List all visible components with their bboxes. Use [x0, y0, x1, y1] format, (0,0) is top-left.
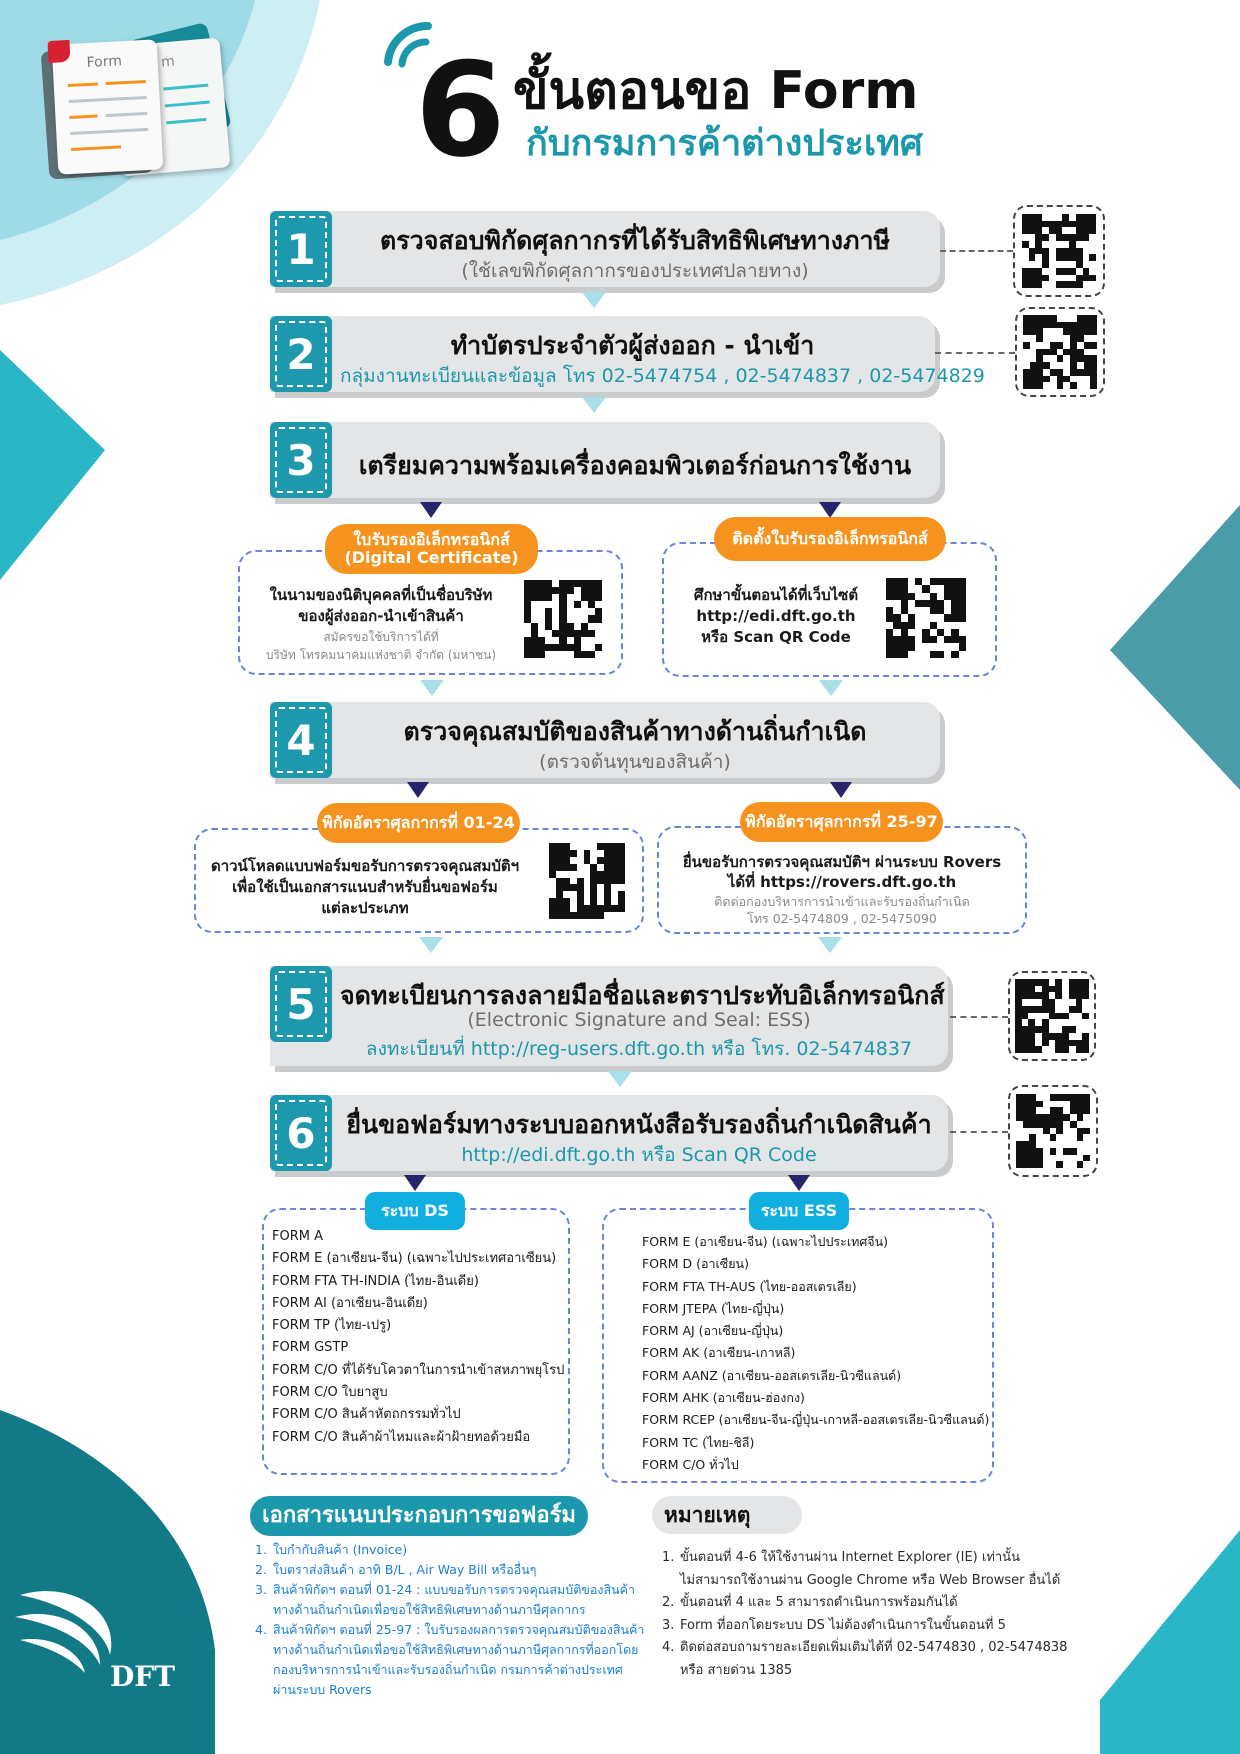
note-item: 2. ขั้นตอนที่ 4 และ 5 สามารถดำเนินการพร้อมกันได้ — [662, 1595, 958, 1610]
step-5-qr-code[interactable] — [1008, 971, 1096, 1061]
ess-form-item: FORM FTA TH-AUS (ไทย-ออสเตรเลีย) — [642, 1278, 857, 1294]
ess-form-item: FORM D (อาเซียน) — [642, 1256, 749, 1272]
step-5-title: จดทะเบียนการลงลายมือชื่อและตราประทับอิเล็กทรอนิกส์ — [340, 981, 945, 1010]
digital-certificate-text: ในนามของนิติบุคคลที่เป็นชื่อบริษัท ของผู้ส่งออก-นำเข้าสินค้า — [269, 586, 493, 625]
attachment-item: ผ่านระบบ Rovers — [273, 1682, 372, 1697]
arrow-3-right-down — [819, 680, 843, 696]
ess-form-item: FORM RCEP (อาเซียน-จีน-ญี่ปุ่น-เกาหลี-ออสเตรเลีย-นิวซีแลนด์) — [642, 1412, 990, 1428]
ds-form-item: FORM C/O สินค้าผ้าไหมและผ้าฝ้ายทอด้วยมือ — [272, 1429, 531, 1445]
step-4-bar — [270, 702, 940, 778]
ess-form-item: FORM AK (อาเซียน-เกาหลี) — [642, 1345, 796, 1361]
tariff-25-97-text: ยื่นขอรับการตรวจคุณสมบัติฯ ผ่านระบบ Rovers ได้ที่ https://rovers.dft.go.th — [682, 853, 1002, 891]
step-3-bar — [270, 422, 940, 498]
note-item: 3. Form ที่ออกโดยระบบ DS ไม่ต้องดำเนินการในขั้นตอนที่ 5 — [662, 1617, 1006, 1633]
step-2-title: ทำบัตรประจำตัวผู้ส่งออก - นำเข้า — [450, 331, 815, 360]
note-item: 1. ขั้นตอนที่ 4-6 ให้ใช้งานผ่าน Internet Explorer (IE) เท่านั้น — [662, 1550, 1020, 1565]
attachment-item: ทางด้านถิ่นกำเนิดเพื่อขอใช้สิทธิพิเศษทางด้านภาษีศุลกากร — [273, 1602, 586, 1617]
arrow-3-right — [819, 502, 841, 518]
dft-logo-icon — [10, 1585, 125, 1675]
attachments-list — [255, 1540, 644, 1700]
step-4-title: ตรวจคุณสมบัติของสินค้าทางด้านถิ่นกำเนิด — [403, 717, 867, 746]
arrow-6-right — [788, 1175, 810, 1191]
ess-form-item: FORM AANZ (อาเซียน-ออสเตรเลีย-นิวซีแลนด์) — [642, 1367, 902, 1383]
attachment-item: 2. ใบตราส่งสินค้า อาทิ B/L , Air Way Bill หรืออื่นๆ — [255, 1562, 537, 1577]
dft-logo-text: DFT — [110, 1660, 175, 1693]
step-6-number: 6 — [270, 1095, 332, 1171]
ds-forms-list — [272, 1226, 564, 1449]
form-card-label: Form — [86, 53, 123, 72]
ess-form-item: FORM E (อาเซียน-จีน) (เฉพาะไปประเทศจีน) — [642, 1234, 889, 1249]
qr-leader-6 — [950, 1131, 1008, 1133]
attachment-item: 4. สินค้าพิกัดฯ ตอนที่ 25-97 : ใบรับรองผลการตรวจคุณสมบัติของสินค้า — [255, 1622, 645, 1637]
note-item: ไม่สามารถใช้งานผ่าน Google Chrome หรือ Web Browser อื่นได้ — [680, 1572, 1061, 1588]
tariff-01-24-qr-code[interactable] — [549, 843, 625, 919]
form-card-label-back: m — [160, 53, 176, 71]
step-6-qr-code[interactable] — [1008, 1085, 1098, 1177]
qr-leader-2 — [935, 352, 1015, 354]
ds-system-pill: ระบบ DS — [365, 1192, 465, 1230]
digital-certificate-pill: ใบรับรองอิเล็กทรอนิกส์ (Digital Certificate) — [325, 524, 538, 574]
step-4-number: 4 — [270, 702, 332, 778]
tariff-25-97-note: ติดต่อกองบริหารการนำเข้าและรับรองถิ่นกำเนิด โทร 02-5474809 , 02-5475090 — [714, 894, 970, 926]
arrow-6-left — [404, 1175, 426, 1191]
attachment-item: 1. ใบกำกับสินค้า (Invoice) — [255, 1542, 408, 1557]
notes-list — [662, 1547, 1067, 1682]
ess-form-item: FORM JTEPA (ไทย-ญี่ปุ่น) — [642, 1300, 785, 1316]
ess-form-item: FORM TC (ไทย-ชิลี) — [642, 1434, 755, 1450]
step-6-subtitle: http://edi.dft.go.th หรือ Scan QR Code — [461, 1144, 817, 1166]
attachments-heading: เอกสารแนบประกอบการขอฟอร์ม — [250, 1496, 588, 1536]
step-2-subtitle: กลุ่มงานทะเบียนและข้อมูล โทร 02-5474754 , 02-5474837 , 02-5474829 — [340, 365, 985, 387]
notes-heading: หมายเหตุ — [652, 1496, 802, 1534]
step-2-number: 2 — [270, 316, 332, 392]
ds-form-item: FORM A — [272, 1229, 323, 1244]
step-4-subtitle: (ตรวจต้นทุนของสินค้า) — [539, 751, 731, 773]
digital-certificate-qr-code[interactable] — [524, 580, 602, 658]
arrow-3-left-down — [420, 680, 444, 696]
page-title: ขั้นตอนขอ Form — [513, 61, 919, 121]
install-certificate-text: ศึกษาขั้นตอนได้ที่เว็บไซต์ http://edi.dft.go.th หรือ Scan QR Code — [693, 586, 859, 646]
ess-forms-list — [642, 1231, 989, 1476]
tariff-01-24-text: ดาวน์โหลดแบบฟอร์มขอรับการตรวจคุณสมบัติฯ เพื่อใช้เป็นเอกสารแนบสำหรับยื่นขอฟอร์ม แต่ละประเภท — [210, 857, 520, 917]
tariff-25-97-pill: พิกัดอัตราศุลกากรที่ 25-97 — [740, 802, 943, 842]
ess-form-item: FORM AJ (อาเซียน-ญี่ปุ่น) — [642, 1323, 784, 1339]
arrow-4-right-down — [818, 937, 842, 953]
step-5-bar — [270, 966, 948, 1066]
arrow-1-2 — [582, 292, 606, 308]
install-certificate-pill: ติดตั้งใบรับรองอิเล็กทรอนิกส์ — [714, 517, 946, 561]
ds-form-item: FORM E (อาเซียน-จีน) (เฉพาะไปประเทศอาเซียน) — [272, 1251, 557, 1267]
step-2-qr-code[interactable] — [1015, 307, 1105, 397]
ds-form-item: FORM AI (อาเซียน-อินเดีย) — [272, 1295, 428, 1311]
ds-form-item: FORM GSTP — [272, 1340, 349, 1356]
step-2-bar — [270, 316, 985, 392]
step-3-title: เตรียมความพร้อมเครื่องคอมพิวเตอร์ก่อนการใช้งาน — [358, 451, 912, 480]
arrow-4-right — [830, 782, 852, 798]
ds-form-item: FORM C/O ที่ได้รับโควตาในการนำเข้าสหภาพยุโรป — [272, 1362, 565, 1378]
ess-system-pill: ระบบ ESS — [749, 1192, 849, 1230]
form-cards-illustration — [45, 30, 245, 180]
digital-certificate-note: สมัครขอใช้บริการได้ที่ บริษัท โทรคมนาคมแห่งชาติ จำกัด (มหาชน) — [265, 630, 497, 662]
step-1-bar — [270, 211, 940, 287]
step-6-bar — [270, 1095, 948, 1171]
arrow-2-3 — [582, 397, 606, 413]
step-5-subtitle: (Electronic Signature and Seal: ESS) — [467, 1009, 811, 1031]
attachment-item: ทางด้านถิ่นกำเนิดเพื่อขอใช้สิทธิพิเศษทางด้านภาษีศุลกากรที่ออกโดย — [273, 1642, 639, 1657]
note-item: หรือ สายด่วน 1385 — [680, 1662, 793, 1678]
arrow-3-left — [420, 502, 442, 518]
step-1-qr-code[interactable] — [1013, 205, 1105, 297]
step-5-registration: ลงทะเบียนที่ http://reg-users.dft.go.th หรือ โทร. 02-5474837 — [365, 1038, 913, 1060]
step-3-number: 3 — [270, 422, 332, 498]
header-number: 6 — [415, 34, 506, 186]
note-item: 4. ติดต่อสอบถามรายละเอียดเพิ่มเติมได้ที่ 02-5474830 , 02-5474838 — [662, 1640, 1068, 1655]
arrow-4-left — [407, 782, 429, 798]
qr-leader-5 — [950, 1016, 1008, 1018]
ds-form-item: FORM C/O ใบยาสูบ — [272, 1385, 388, 1401]
step-1-title: ตรวจสอบพิกัดศุลกากรที่ได้รับสิทธิพิเศษทางภาษี — [380, 226, 890, 255]
ess-form-item: FORM C/O ทั่วไป — [642, 1456, 739, 1472]
tariff-01-24-pill: พิกัดอัตราศุลกากรที่ 01-24 — [317, 803, 520, 843]
attachment-item: 3. สินค้าพิกัดฯ ตอนที่ 01-24 : แบบขอรับการตรวจคุณสมบัติของสินค้า — [255, 1582, 636, 1597]
step-1-subtitle: (ใช้เลขพิกัดศุลกากรของประเทศปลายทาง) — [461, 260, 809, 282]
step-1-number: 1 — [270, 211, 332, 287]
ds-form-item: FORM FTA TH-INDIA (ไทย-อินเดีย) — [272, 1273, 479, 1289]
qr-leader-1 — [940, 250, 1013, 252]
arrow-5-6 — [608, 1071, 632, 1087]
page-subtitle: กับกรมการค้าต่างประเทศ — [526, 123, 923, 164]
attachment-item: กองบริหารการนำเข้าและรับรองถิ่นกำเนิด กรมการค้าต่างประเทศ — [273, 1662, 623, 1677]
step-6-title: ยื่นขอฟอร์มทางระบบออกหนังสือรับรองถิ่นกำเนิดสินค้า — [346, 1110, 932, 1139]
ess-form-item: FORM AHK (อาเซียน-ฮ่องกง) — [642, 1390, 805, 1406]
ds-form-item: FORM C/O สินค้าหัตถกรรมทั่วไป — [272, 1407, 461, 1423]
ds-form-item: FORM TP (ไทย-เปรู) — [272, 1318, 392, 1334]
step-5-number: 5 — [270, 966, 332, 1042]
install-certificate-qr-code[interactable] — [886, 578, 966, 658]
arrow-4-left-down — [419, 937, 443, 953]
